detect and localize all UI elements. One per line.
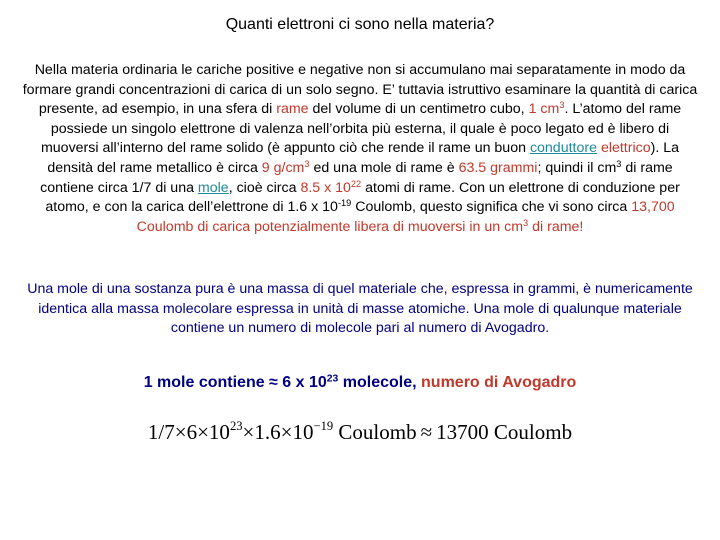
charge-formula: $1/7\times 6\times 10^{23}\times 1.6\times 10^{-19}$ Coulomb ≈ 13700 Coulomb [147,419,573,444]
conduttore-link[interactable]: conduttore [529,140,597,157]
grams-highlight: 63.5 grammi [458,159,538,176]
mole-link[interactable]: mole [197,179,229,196]
elettrico-highlight: elettrico [600,140,651,157]
para1-text-10: atomi di rame. Con un elettrone di conduzione per atomo, e con la carica dell’elettrone di 1.6 x $10^{-19}$ Coulomb, questo significa che vi sono circa [45,179,680,216]
approx-symbol: ≈ [420,420,433,444]
para1-text-1: Nella materia ordinaria le cariche positive e negative non si accumulano mai separatamente in modo da formare grandi concentrazioni di carica di un solo segno. E’ tuttavia istruttivo esaminare la quantità di carica presente, ad esempio, in una sfera di [22,62,698,118]
para1-text-7: ; quindi il $cm^3$ di rame contiene circa 1/7 di una [40,158,673,196]
density-highlight: 9 $g/cm^3$ [261,158,310,176]
slide-title: Quanti elettroni ci sono nella materia? [225,16,495,33]
para1-text-3: . L’atomo del rame possiede un singolo elettrone di valenza nell’orbita più esterna, il quale è poco legato ed è libero di muoversi all’interno del rame solido (è appunto ciò che rende il rame un buon [40,101,682,157]
atoms-highlight: 8.5 x $10^{22}$ [300,178,362,196]
para1-text-6: ed una mole di rame è [309,159,459,176]
para1-text-5: ). La densità del rame metallico è circa [47,140,680,176]
rame-highlight: rame [276,101,309,118]
para1-text-9: , cioè circa [228,179,301,196]
mole-definition-paragraph: Una mole di una sostanza pura è una massa di quel materiale che, espressa in grammi, è numericamente identica alla massa molecolare espressa in unità di masse atomiche. Una mole di qualunque materiale contiene un numero di molecole pari al numero di Avogadro. [27,281,693,337]
avogadro-name: numero di Avogadro [421,374,577,391]
para1-text-2: del volume di un centimetro cubo, [308,101,529,118]
coulomb-highlight: 13,700 Coulomb di carica potenzialmente libera di muoversi in un $cm^3$ di rame! [136,199,675,235]
copper-paragraph [22,61,698,237]
volume-highlight: 1 $cm^3$ [528,100,565,118]
avogadro-statement: 1 mole contiene ≈ 6 x $10^{23}$ molecole, numero di Avogadro [143,373,577,391]
